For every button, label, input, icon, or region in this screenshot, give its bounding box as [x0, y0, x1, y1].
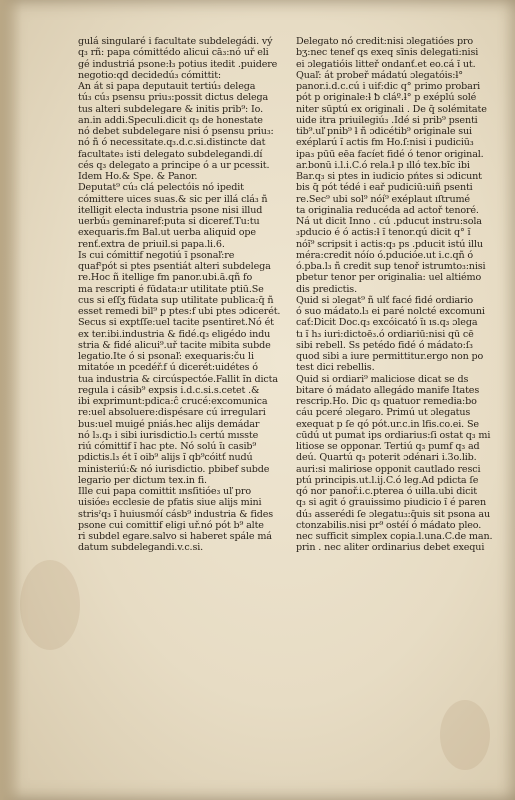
text-line: Secus si exptſſe:uel tacite psentiret.Nó ét: [78, 317, 274, 329]
text-line: uide itra priuilegiú₃ .Idé si prib⁹ psenti: [296, 114, 478, 126]
text-line: cés q₃ delegato a principe ó a ur pcessit.: [78, 159, 270, 171]
text-line: datum subdelegandi.v.c.si.: [78, 542, 204, 554]
text-line: quafˀpót si ptes psentiát alteri subdelega: [78, 261, 271, 272]
text-line: rescrip.Ho. Dic q₃ quatuor remedia:bo: [296, 396, 477, 407]
text-line: ex ter.ibi.industria & fidé.q₃ eligédo indu: [78, 328, 271, 340]
text-line: riú cómittif ı̄ hac pte. Nó solú ı̄ı casib⁹: [78, 441, 257, 452]
text-line: tus alteri subdelegare & initis prib⁹: Io.: [78, 103, 264, 115]
text-line: cómittere uices suas.& sic per illá clá₃ ñ: [78, 193, 268, 205]
text-line: ₃pducio é ó actis:ƚ ı̄ tenor.qú dicit q° ı̄: [296, 227, 471, 239]
text-line: an.in addi.Speculi.dicit q₃ de honestate: [78, 114, 263, 126]
text-line: psone cui comittif eligi uř.nó pót b⁹ alte: [78, 519, 264, 531]
text-line: tib⁹.uľ pnib⁹ ƚ ñ ɔdicétib⁹ originale sui: [296, 126, 472, 137]
page-gutter-shadow: [0, 0, 22, 800]
text-line: bis q̄ pót tédé i eař pudiciū:uiñ psenti: [296, 182, 473, 194]
text-line: ministeriú:& nó iurisdictio. pbibef subde: [78, 463, 270, 475]
text-line: cūdú ut pumat ips ordiarius:ſi ostat q₃ mi: [296, 429, 491, 441]
text-line: ibi exprimunt:pdica:ĉ crucé:excomunica: [78, 396, 268, 407]
text-line: prin . nec aliter ordinarius debet exequi: [296, 542, 485, 554]
text-line: nó l₃.q₃ i sibi iurisdictio.l₃ certú mısste: [78, 429, 259, 441]
text-line: q₃ si agit ó grauissimo piudicio ı̄ é paren: [296, 497, 486, 509]
text-line: cať:Dicit Doc.q₃ excóicató ı̄ı ıs.q₃ ɔlega: [296, 317, 478, 329]
text-line: nóı̄⁹ scripsit i actis:q₃ ps .pducit istú illu: [296, 238, 483, 250]
text-line: legatio.Ite ó si psonaľ: exequaris:ču li: [78, 351, 254, 362]
text-line: Quid si ordiari⁹ maliciose dicat se ds: [296, 373, 469, 385]
text-line: facultate₃ isti delegato subdelegandi.dí: [78, 148, 263, 160]
text-line: re.Hoc ñ itellige fm panor.ubi.ā.qñ fo: [78, 272, 253, 284]
text-line: ma rescripti é fūdata:ır utilitate ptiū.Se: [78, 283, 264, 295]
text-line: Ná ut dicit Inno . cú .pducut instru:sola: [296, 216, 482, 227]
text-line: gulá singularé i facultate subdelegádi. vý: [78, 36, 273, 47]
text-line: q₃ rñ: papa cómittédo alicui cā₃:nó uř eli: [78, 47, 269, 59]
text-line: cus si eſſʒ fūdata sup utilitate publica:q̄ ñ: [78, 294, 274, 306]
text-line: auri:si maliriose opponit cautlado resci: [296, 463, 481, 475]
text-line: test dici rebellis.: [296, 362, 375, 374]
text-line: renť.extra de priuil.si papa.li.6.: [78, 238, 225, 250]
text-line: Bar.q₃ si ptes in iudicio pńtes si ɔdicunt: [296, 171, 482, 182]
text-line: Delegato nó credit:nisi ɔlegatióes pro: [296, 36, 474, 47]
text-line: dis predictis.: [296, 283, 357, 295]
text-line: Quaľ: át probeř mádatú ɔlegatóis:ƚ°: [296, 69, 463, 81]
text-line: Ille cui papa comittit ınsſitióe₃ uľ pro: [78, 486, 251, 497]
text-line: nec sufficit simplex copia.l.una.C.de man.: [296, 531, 493, 542]
text-line: bitare ó mádato allegádo manife Ítates: [296, 384, 480, 396]
text-line: ó.pba.l₃ ñ credit sup tenoř istrumto₃:nisi: [296, 261, 486, 272]
text-line: deú. Quartú q₃ poterit ɔdénari i.3o.lib.: [296, 452, 477, 464]
text-line: exéplarú ı̄ actis fm Ho.ſ:nisi i pudiciū₃: [296, 137, 474, 149]
text-line: An át si papa deputauit tertiú₃ delega: [78, 81, 256, 92]
text-line: uerbú₃ geminaref:puta si diceref.Tu:tu: [78, 216, 260, 227]
text-line: ipa₃ pūū eēa facíet fidé ó tenor original.: [296, 148, 484, 160]
text-line: pót p originale:ƚ ƀ cláº.ƚ° p exéplú solé: [296, 92, 477, 104]
text-line: esset remedi bil⁹ p ptes:f ubi ptes ɔdicerét.: [78, 306, 281, 317]
text-line: quod sibi a iure permittitur.ergo non po: [296, 351, 484, 362]
text-line: exequaris.fm Bal.ut uerba aliquid ope: [78, 227, 256, 239]
text-line: ó suo mádato.l₃ ei paré nolcté excomuni: [296, 306, 485, 317]
text-line: Quid si ɔlegat⁹ ñ ulť facé fidé ordiario: [296, 294, 474, 306]
text-line: negotio:qd decidedú₃ cómittit:: [78, 69, 222, 81]
text-line: nó debet subdelegare nisi ó psensu priu₃:: [78, 126, 274, 137]
text-line: nó ñ ó necessitate.q₃.d.c.si.distincte dat: [78, 137, 266, 149]
text-line: sibi rebell. Ss petédo fidé ó mádato:ſ₃: [296, 339, 473, 351]
text-line: bʒ:nec tenef qs exeq sīnis delegati:nisi: [296, 47, 479, 59]
text-line: cáu pceré ɔlegaro. Primú ut ɔlegatus: [296, 407, 471, 419]
right-text-column: [296, 36, 500, 554]
text-line: litiose se opponar. Tertiú q₃ pumf q₃ ad: [296, 441, 480, 452]
text-line: ta originalia reducéda ad actoř tenoré.: [296, 204, 479, 216]
text-line: tú₃ cú₃ psensu priu₃:possit dictus delega: [78, 92, 269, 104]
text-line: tua industria & circúspectóe.Fallit ı̄n dicta: [78, 373, 278, 385]
text-line: re:uel absoluere:dispésare cú irregulari: [78, 407, 266, 419]
text-line: strisˀq₃ ı̄ huiusmóí cásb⁹ industria & fides: [78, 508, 274, 520]
text-line: itelligit electa industria psone nisi illud: [78, 204, 263, 216]
left-text-column: [78, 36, 284, 554]
paper-stain: [20, 560, 80, 650]
text-line: méra:credit nóío ó.pducióe.ut i.c.qñ ó: [296, 249, 474, 261]
text-line: ei ɔlegatióis litteř ondanť.et eo.cá ı̄ ut.: [296, 58, 476, 70]
text-line: tı ı̄ h₃ iuri:dictoē₃.ó ordiariū:nisi qū cē: [296, 328, 474, 340]
text-line: Deputat⁹ cú₃ clá pelectóis nó ipedit: [78, 182, 244, 194]
text-line: legario per dictum tex.in fi.: [78, 474, 207, 486]
text-line: ri subdel egare.salvo si haberet spále má: [78, 531, 272, 542]
text-line: Is cui cómittif negotiú ı̄ psonaľ:re: [78, 249, 235, 261]
text-line: re.Sec⁹ ubi sol⁹ nóí⁹ exéplaut ıſtrumé: [296, 193, 470, 205]
text-line: regula i cásib⁹ expsis i.d.c.si.s.cetet .&: [78, 384, 260, 396]
text-line: niter sūptú ex originali . De q̄ solémitate: [296, 103, 487, 115]
text-line: mitatóe ın pcedéř.f ú dicerét:uidétes ó: [78, 362, 258, 374]
text-line: ctonzabilis.nisi pr⁹ ostéí ó mádato pleo.: [296, 519, 482, 531]
paper-stain: [440, 700, 490, 770]
text-line: Idem Ho.& Spe. & Panor.: [78, 171, 198, 182]
text-line: qó nor panoř.i.c.pterea ó uilla.ubi dicit: [296, 486, 477, 497]
text-line: pdictis.l₃ ét ı̄ oib⁹ alijs ı̄ qb⁹cóitť nudú: [78, 452, 253, 464]
text-line: uisióe₃ ecclesie de pfatis siue alijs mini: [78, 497, 262, 509]
text-line: dú₃ asserédi ſe ɔlegatu₃:q̄uis sit psona au: [296, 508, 490, 520]
text-line: pbetur tenor per originalia: uel altiémo: [296, 272, 482, 284]
text-line: ptú principis.ut.l.ij.C.ó leg.Ad pdicta ſe: [296, 474, 479, 486]
text-line: panor.i.d.c.cú i uif:dic q° primo probari: [296, 81, 481, 92]
text-line: stria & fidé alicui⁹.uř tacite mibita subde: [78, 339, 271, 351]
text-line: exequat p ſe qó pót.ur.c.in lfis.co.ei. Se: [296, 418, 479, 430]
text-line: ar.bonū i.l.i.C.ó rela.ƚ p ılló tex.bı̄c ibi: [296, 159, 470, 171]
text-line: gé industriá psone:ł₃ potius itedit .puidere: [78, 58, 278, 70]
text-line: bus:uel muigé pniás.hec alijs demádar: [78, 418, 260, 430]
